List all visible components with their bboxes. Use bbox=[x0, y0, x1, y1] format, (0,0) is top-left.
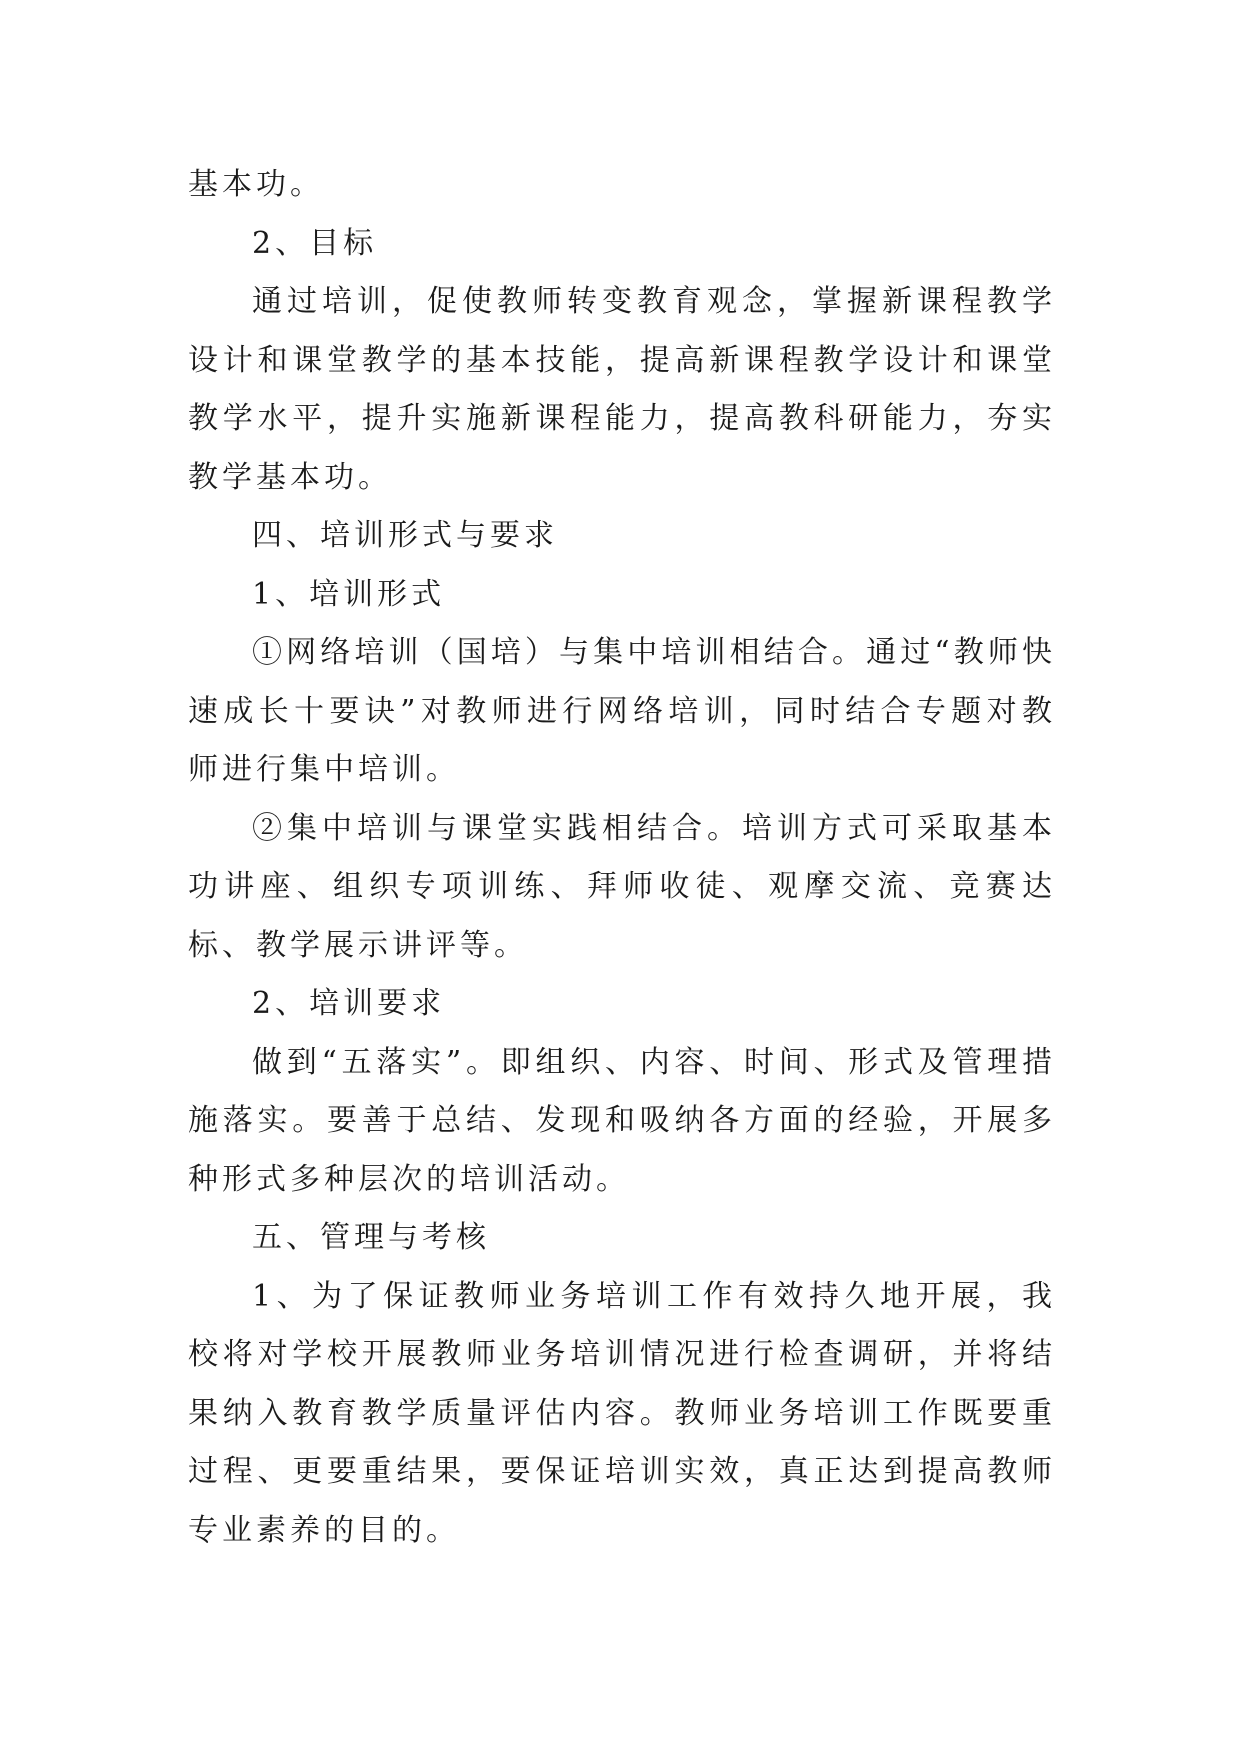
paragraph-goal: 通过培训，促使教师转变教育观念，掌握新课程教学设计和课堂教学的基本技能，提高新课程教学设计和课堂教学水平，提升实施新课程能力，提高教科研能力，夯实教学基本功。 bbox=[188, 284, 1056, 495]
subheading-training-form: 1、培训形式 bbox=[252, 576, 446, 612]
document-body bbox=[188, 156, 1056, 1560]
section-heading-management: 五、管理与考核 bbox=[252, 1220, 490, 1255]
paragraph-continuation: 基本功。 bbox=[188, 167, 324, 202]
subheading-goal: 2、目标 bbox=[252, 225, 378, 261]
paragraph-management: 1、为了保证教师业务培训工作有效持久地开展，我校将对学校开展教师业务培训情况进行检查调研，并将结果纳入教育教学质量评估内容。教师业务培训工作既要重过程、更要重结果，要保证培训实效，真正达到提高教师专业素养的目的。 bbox=[188, 1278, 1056, 1548]
paragraph-online-training: ①网络培训（国培）与集中培训相结合。通过“教师快速成长十要诀”对教师进行网络培训，同时结合专题对教师进行集中培训。 bbox=[188, 635, 1056, 787]
subheading-training-requirements: 2、培训要求 bbox=[252, 986, 446, 1021]
section-heading-training-form: 四、培训形式与要求 bbox=[252, 518, 558, 553]
paragraph-requirements: 做到“五落实”。即组织、内容、时间、形式及管理措施落实。要善于总结、发现和吸纳各方面的经验，开展多种形式多种层次的培训活动。 bbox=[188, 1044, 1056, 1197]
paragraph-classroom-practice: ②集中培训与课堂实践相结合。培训方式可采取基本功讲座、组织专项训练、拜师收徒、观摩交流、竞赛达标、教学展示讲评等。 bbox=[188, 810, 1056, 963]
